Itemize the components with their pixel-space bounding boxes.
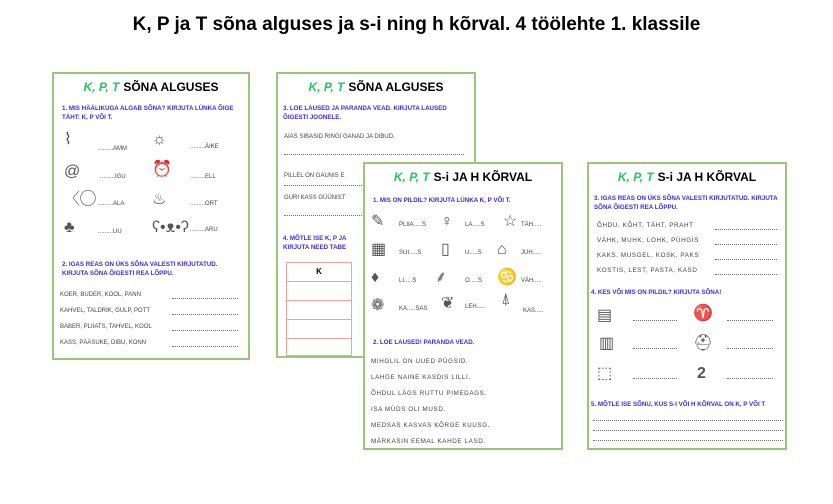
blank-word: KA.....SAS [399, 306, 428, 312]
heading-text: SÕNA ALGUSES [123, 80, 219, 94]
hat-icon: ⛑ [693, 335, 714, 352]
bear-icon: ʕ•ᴥ•ʔ [152, 219, 189, 236]
blank-word: .........ÄIKE [190, 144, 219, 150]
answer-line [172, 314, 238, 315]
question-2: 2. IGAS REAS ON ÜKS SÕNA VALESTI KIRJUTATUD. KIRJUTA SÕNA ÕIGESTI REA LÕPPU. [62, 261, 218, 277]
blank-word: KAS..... [523, 308, 544, 314]
heading-text: S-i JA H KÕRVAL [657, 170, 757, 184]
pencil-icon: ✎ [371, 213, 385, 230]
crab-icon: ♋ [497, 269, 517, 286]
blank-word: LI.....S [399, 278, 417, 284]
sentence: MEDSAS KASVAS KÕRGE KUUSG. [371, 422, 491, 429]
table-row[interactable] [287, 320, 351, 339]
blank-word: PLIIA.....S [399, 222, 427, 228]
cake-icon: ♨ [152, 191, 167, 208]
answer-line [715, 274, 777, 275]
blank-word: JUH..... [521, 250, 542, 256]
blank-word: .........AMM [98, 146, 128, 152]
word-row: KAHVEL, TALDRIK, GULP, POTT [60, 308, 151, 314]
blank-word: O.....S [465, 278, 483, 284]
answer-line [593, 440, 783, 441]
answer-line [284, 154, 464, 155]
sentence: MIHGLIL ON UUED PÜGSID. [371, 358, 469, 365]
word-row: VÄHK, MUHK, LOHK, PÜHGIS [597, 237, 699, 244]
sentence: PILLEL ON GAUNIS E [284, 173, 345, 179]
question-4-line2: KIRJUTA NEED TABE [283, 244, 347, 251]
heading-letters: K, P, T [617, 170, 654, 184]
worksheet-heading [278, 80, 474, 94]
sentence: LAHGE NAINE KASDIS LILLI. [371, 374, 471, 381]
heading-text: SÕNA ALGUSES [348, 80, 444, 94]
blank-word: U.....S [465, 250, 482, 256]
question-3: 3. LOE LAUSED JA PARANDA VEAD. KIRJUTA LAUSED ÕIGESTI JOONELE. [283, 105, 447, 121]
answer-line [172, 298, 238, 299]
letter-table [286, 262, 352, 356]
table-row[interactable] [287, 301, 351, 320]
heading-text: S-i JA H KÕRVAL [433, 170, 533, 184]
chocolate-icon: ▤ [597, 307, 613, 324]
question-1: 1. MIS ON PILDIL? KIRJUTA LÜNKA K, P VÕI T. [373, 197, 511, 204]
sentence: ISA MÜDS OLI MUSD. [371, 406, 446, 413]
cup-icon: ▥ [599, 335, 615, 352]
heading-letters: K, P, T [83, 80, 120, 94]
question-4-line1: 4. MÕTLE ISE K, P JA [283, 235, 347, 242]
word-row: BABER, PLIIATS, TAHVEL, KOOL [60, 324, 152, 330]
question-2: 2. LOE LAUSED! PARANDA VEAD. [373, 339, 475, 346]
question-5: 5. MÕTLE ISE SÕNU, KUS S-I VÕI H KÕRVAL ON K, P VÕI T [591, 401, 766, 408]
worksheet-heading [365, 170, 561, 184]
fish-icon: 〈◯ [64, 191, 97, 208]
worksheet-heading [54, 80, 248, 94]
blank-word: .........ARU [190, 227, 218, 233]
blank-word: LA.....S [465, 222, 485, 228]
branch-icon: ⸙ [435, 269, 448, 286]
blank-word: .........ORT [190, 201, 218, 207]
word-row: KOSTIS, LEST, PASTA, KASD [597, 267, 698, 274]
answer-line [633, 320, 677, 321]
doll-icon: ♀ [441, 213, 453, 230]
blank-word: SUI.....S [399, 250, 422, 256]
answer-line [715, 229, 777, 230]
worksheet-heading [589, 170, 785, 184]
cabbage-icon: ❁ [371, 297, 385, 314]
star-icon: ☆ [503, 213, 518, 230]
spruce-icon: ⍋ [501, 291, 511, 308]
sentence: MÄRKASIN EEMAL KAHDE LASD. [371, 438, 486, 445]
blank-word: .........ELL [190, 174, 216, 180]
answer-line [727, 348, 773, 349]
sun-icon: ☼ [152, 131, 167, 148]
leaf-icon: ❦ [441, 295, 455, 312]
clock-icon: ⏰ [152, 161, 172, 178]
sentence: ÕHDUL LÄGS RUTTU PIMEDAGS. [371, 390, 487, 397]
door-icon: ▯ [441, 241, 450, 258]
worksheet-4 [587, 162, 787, 450]
answer-line [715, 244, 777, 245]
tree-icon: ♣ [64, 219, 75, 236]
chimney-icon: ▦ [371, 241, 387, 258]
worksheet-3 [363, 162, 563, 450]
heading-letters: K, P, T [393, 170, 430, 184]
page-title: K, P ja T sõna alguses ja s-i ning h kõrval. 4 töölehte 1. klassile [132, 14, 701, 35]
answer-line [727, 378, 773, 379]
snail-icon: @ [64, 163, 81, 180]
answer-line [633, 348, 677, 349]
sentence: GURI KASS GÜÜNIST [284, 195, 346, 201]
table-header-k: K [287, 263, 351, 282]
word-row: KOER, BUDER, KOOL, PANN [60, 292, 141, 298]
blank-word: .........UU [98, 229, 122, 235]
question-3: 3. IGAS REAS ON ÜKS SÕNA VALESTI KIRJUTATUD. KIRJUTA SÕNA ÕIGESTI REA LÕPPU. [594, 195, 778, 211]
box-icon: ⬚ [597, 365, 613, 382]
shed-icon: ⌂ [497, 241, 507, 258]
worksheet-1 [52, 72, 250, 360]
comb-icon: ⌇ [64, 131, 72, 148]
answer-line [727, 320, 773, 321]
blank-word: .........IGU [100, 174, 126, 180]
blank-word: .........ALA [98, 201, 125, 207]
answer-line [715, 259, 777, 260]
tie-icon: ♦ [371, 269, 380, 286]
word-row: KASS, PÄÄSUKE, DIBU, KONN [60, 340, 147, 346]
blank-word: LEH..... [465, 304, 486, 310]
answer-line [172, 330, 238, 331]
answer-line [593, 420, 783, 421]
word-row: KAKS, MUSGEL, KOSK, PAKS [597, 252, 700, 259]
question-4: 4. KES VÕI MIS ON PILDIL? KIRJUTA SÕNA! [591, 289, 722, 296]
blank-word: TÄH..... [521, 222, 542, 228]
answer-line [172, 346, 238, 347]
sentence: AIAS SIBASID RINGI GANAD JA DIBUD. [284, 134, 395, 140]
blank-word: VÄH..... [521, 278, 542, 284]
question-1: 1. MIS HÄÄLIKUGA ALGAB SÕNA? KIRJUTA LÜNKA ÕIGE TÄHT: K, P VÕI T. [62, 105, 234, 121]
word-row: ÕHDU, KÕHT, TÄHT, PRAHT [597, 222, 694, 229]
number-two-icon: 2 [697, 365, 706, 382]
heading-letters: K, P, T [308, 80, 345, 94]
table-row[interactable] [287, 282, 351, 301]
answer-line [593, 430, 783, 431]
answer-line [633, 378, 677, 379]
goat-icon: ♈ [693, 305, 713, 322]
